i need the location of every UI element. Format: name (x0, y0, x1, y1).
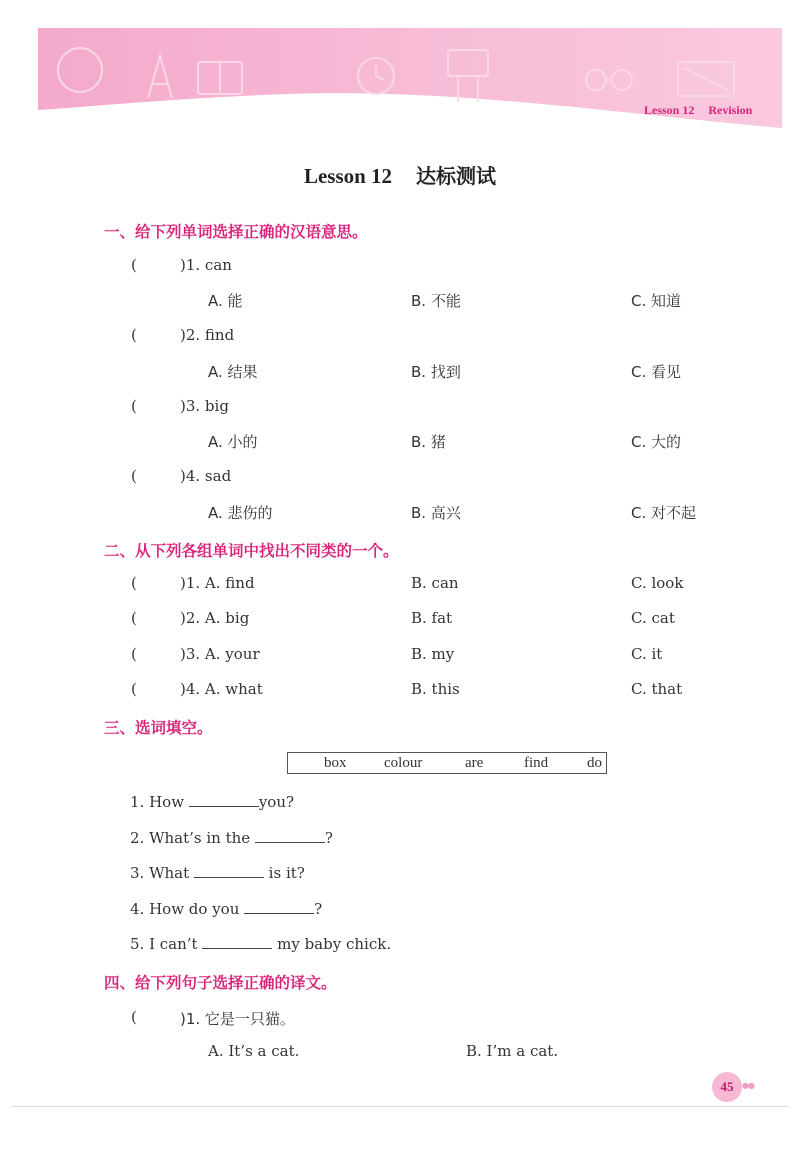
page-number: 45 (712, 1072, 742, 1102)
option-c: C. cat (631, 609, 675, 627)
sentence-text: 1. How (130, 793, 189, 811)
answer-blank[interactable] (189, 793, 259, 807)
option-a: A. 结果 (208, 363, 258, 381)
header-banner (38, 28, 782, 140)
part3-heading: 三、选词填空。 (104, 719, 213, 737)
sentence-text: 2. What’s in the (130, 829, 255, 847)
answer-paren[interactable]: ( (131, 609, 137, 627)
option-b: B. 猪 (411, 433, 446, 451)
option-c: C. look (631, 574, 684, 592)
answer-blank[interactable] (194, 864, 264, 878)
answer-paren[interactable]: ( (131, 1008, 137, 1026)
option-c: C. 看见 (631, 363, 682, 381)
sentence-text: ? (314, 900, 323, 918)
question-number: )1. can (180, 256, 232, 274)
footer-divider (12, 1106, 788, 1107)
option-a: A. 悲伤的 (208, 504, 273, 522)
question-number: )4. A. what (180, 680, 263, 698)
option-c: C. 大的 (631, 433, 682, 451)
option-b: B. 高兴 (411, 504, 461, 522)
option-a: A. It’s a cat. (208, 1042, 300, 1060)
option-b: B. can (411, 574, 459, 592)
header-section-name: Revision (708, 103, 753, 117)
answer-paren[interactable]: ( (131, 680, 137, 698)
header-lesson-label (644, 103, 766, 118)
sentence-text: my baby chick. (272, 935, 392, 953)
fill-sentence-4 (130, 900, 322, 918)
answer-paren[interactable]: ( (131, 256, 137, 274)
answer-paren[interactable]: ( (131, 467, 137, 485)
word-bank-item: colour (384, 755, 423, 771)
answer-paren[interactable]: ( (131, 397, 137, 415)
answer-blank[interactable] (202, 935, 272, 949)
word-bank-box (287, 752, 607, 774)
word-bank-item: are (465, 755, 484, 771)
option-c: C. it (631, 645, 663, 663)
title-cn: 达标测试 (416, 164, 497, 188)
option-c: C. 知道 (631, 292, 682, 310)
answer-blank[interactable] (244, 900, 314, 914)
sentence-text: 5. I can’t (130, 935, 203, 953)
option-c: C. 对不起 (631, 504, 697, 522)
question-number: )3. A. your (180, 645, 260, 663)
option-a: A. 小的 (208, 433, 258, 451)
answer-paren[interactable]: ( (131, 326, 137, 344)
page-number-dots-icon: ●● (742, 1081, 754, 1090)
header-lesson-number: Lesson 12 (644, 103, 695, 117)
question-number: )2. find (180, 326, 235, 344)
question-number: )4. sad (180, 467, 232, 485)
fill-sentence-3 (130, 864, 305, 882)
option-a: A. 能 (208, 292, 243, 310)
page-title (0, 160, 800, 189)
part2-heading: 二、从下列各组单词中找出不同类的一个。 (104, 542, 399, 560)
title-lesson: Lesson 12 (303, 164, 393, 188)
option-b: B. 不能 (411, 292, 461, 310)
sentence-text: 4. How do you (130, 900, 245, 918)
fill-sentence-2 (130, 829, 333, 847)
part4-heading: 四、给下列句子选择正确的译文。 (104, 974, 337, 992)
question-number: )2. A. big (180, 609, 250, 627)
sentence-text: you? (258, 793, 295, 811)
option-c: C. that (631, 680, 683, 698)
fill-sentence-5 (130, 935, 391, 953)
option-b: B. fat (411, 609, 453, 627)
option-b: B. my (411, 645, 455, 663)
question-number: )1. A. find (180, 574, 255, 592)
question-number: )1. 它是一只猫。 (180, 1010, 295, 1028)
word-bank-item: do (587, 755, 602, 771)
option-b: B. I’m a cat. (466, 1042, 559, 1060)
sentence-text: 3. What (130, 864, 194, 882)
answer-paren[interactable]: ( (131, 645, 137, 663)
fill-sentence-1 (130, 793, 294, 811)
answer-blank[interactable] (255, 829, 325, 843)
sentence-text: is it? (263, 864, 305, 882)
answer-paren[interactable]: ( (131, 574, 137, 592)
sentence-text: ? (324, 829, 333, 847)
word-bank-item: box (324, 755, 347, 771)
part1-heading: 一、给下列单词选择正确的汉语意思。 (104, 223, 368, 241)
question-number: )3. big (180, 397, 229, 415)
option-b: B. 找到 (411, 363, 461, 381)
option-b: B. this (411, 680, 460, 698)
word-bank-item: find (524, 755, 549, 771)
